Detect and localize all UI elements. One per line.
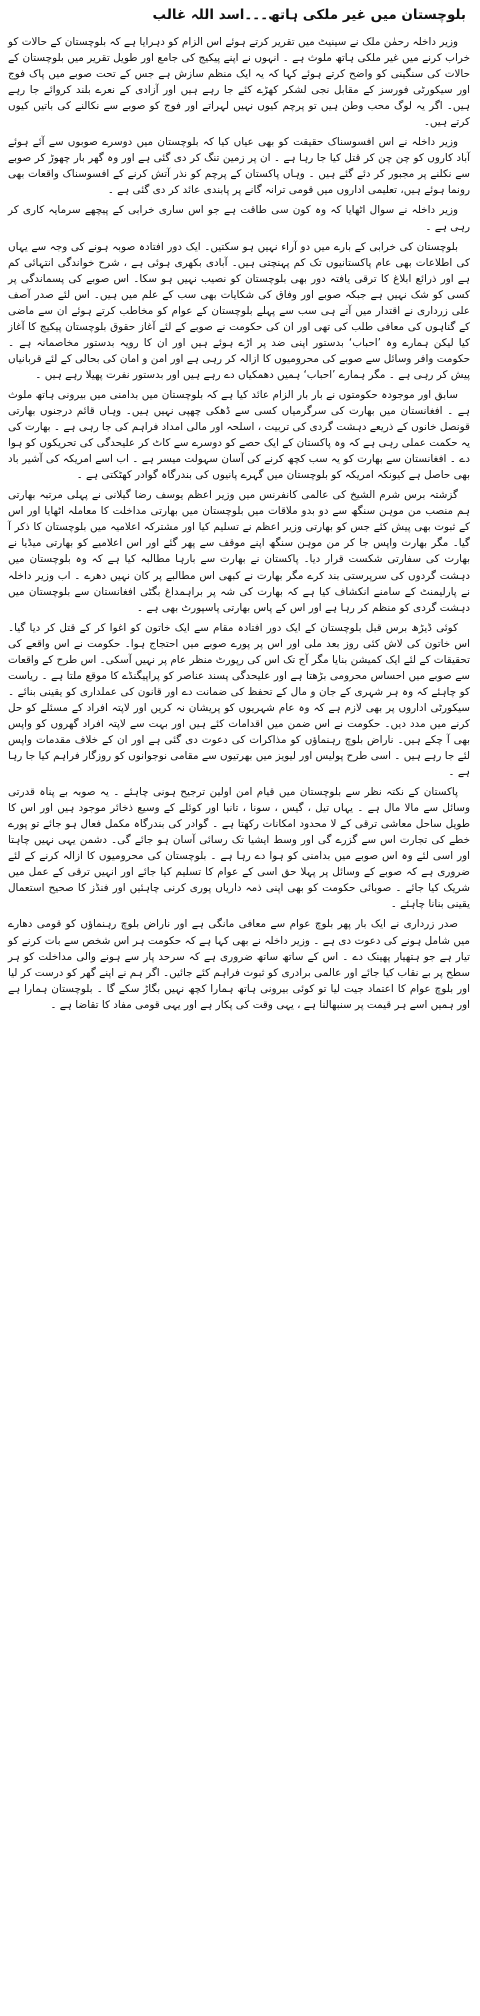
article-paragraph: پاکستان کے نکتہ نظر سے بلوچستان میں قیام امن اولین ترجیح ہونی چاہئے ۔ یہ صوبہ بے پناہ قدرتی وسائل سے مالا مال ہے ۔ یہاں تیل ، گیس ، سونا ، تانبا اور کوئلے کے وسیع ذخائر موجود ہیں اور اس کا طویل ساحل معاشی ترقی کے لا محدود امکانات رکھتا ہے ۔ گوادر کی بندرگاہ مکمل فعال ہو جائے تو پورے خطے کی تجارت اس سے گزرے گی اور وسط ایشیا تک رسائی آسان ہو جائے گی۔ دشمن یہی نہیں چاہتا اور اسی لئے وہ اس صوبے میں بدامنی کو ہوا دے رہا ہے ۔ بلوچستان کی محرومیوں کا ازالہ کرنے کے لئے ضروری ہے کہ صوبے کے وسائل پر پہلا حق اسی کے عوام کا تسلیم کیا جائے اور انہیں ترقی کے عمل میں شریک کیا جائے ۔ صوبائی حکومت کو بھی اپنی ذمہ داریاں پوری کرنی چاہئیں اور فنڈز کا صحیح استعمال یقینی بنانا چاہئے ۔ [8,786,470,911]
article-headline: بلوچستان میں غیر ملکی ہاتھ۔۔۔اسد اللہ غالب [152,7,466,23]
article-paragraph: کوئی ڈیڑھ برس قبل بلوچستان کے ایک دور افتادہ مقام سے ایک خاتون کو اغوا کر کے قتل کر دیا گیا۔ اس خاتون کی لاش کئی روز بعد ملی اور اس پر پورے صوبے میں احتجاج ہوا۔ حکومت نے اس واقعے کی تحقیقات کے لئے ایک کمیشن بنایا مگر آج تک اس کی رپورٹ منظر عام پر نہیں آسکی۔ اس طرح کے واقعات سے صوبے میں احساس محرومی بڑھتا ہے اور علیحدگی پسند عناصر کو پراپیگنڈے کا موقع ملتا ہے ۔ ریاست کو چاہئے کہ وہ ہر شہری کے جان و مال کے تحفظ کی ضمانت دے اور قانون کی عملداری کو یقینی بنائے ۔ سیکورٹی اداروں پر بھی لازم ہے کہ وہ عام شہریوں کو پریشان نہ کریں اور لاپتہ افراد کے مسئلے کو حل کرنے میں مدد دیں۔ حکومت نے اس ضمن میں اقدامات کئے ہیں اور بہت سے لاپتہ افراد گھروں کو واپس بھی آ چکے ہیں۔ ناراض بلوچ رہنماؤں کو مذاکرات کی دعوت دی گئی ہے اور ان کے خلاف مقدمات واپس لئے جا رہے ہیں ۔ اسی طرح پولیس اور لیویز میں بھرتیوں سے مقامی نوجوانوں کو روزگار فراہم کیا جا رہا ہے ۔ [8,621,470,779]
article-paragraph: وزیر داخلہ نے سوال اٹھایا کہ وہ کون سی طاقت ہے جو اس ساری خرابی کے پیچھے سرمایہ کاری کر رہی ہے ۔ [8,204,470,233]
article-paragraph: گزشتہ برس شرم الشیخ کی عالمی کانفرنس میں وزیر اعظم یوسف رضا گیلانی نے پہلی مرتبہ بھارتی ہم منصب من موہن سنگھ سے دو بدو ملاقات میں بلوچستان میں بھارتی مداخلت کا معاملہ اٹھایا اور اس کے ثبوت بھی پیش کئے جس کو بھارتی وزیر اعظم نے تسلیم کیا اور مشترکہ اعلامیہ میں بلوچستان کا ذکر آ گیا۔ مگر بھارت واپس جا کر من موہن سنگھ اپنے موقف سے پھر گئے اور اس اعلامیے کو بھارتی میڈیا نے بھارت کی سفارتی شکست قرار دیا۔ پاکستان نے بھارت سے بارہا مطالبہ کیا ہے کہ وہ بلوچستان میں دہشت گردوں کی سرپرستی بند کرے مگر بھارت نے کبھی اس مطالبے پر کان نہیں دھرے ۔ اب وزیر داخلہ نے پارلیمنٹ کے سامنے انکشاف کیا ہے کہ بھارت کی شہ پر براہمداغ بگٹی افغانستان سے بلوچستان میں دہشت گردی کو منظم کر رہا ہے اور اس کے پاس بھارتی پاسپورٹ بھی ہے ۔ [8,489,470,614]
article-paragraph: سابق اور موجودہ حکومتوں نے بار بار الزام عائد کیا ہے کہ بلوچستان میں بدامنی میں بیرونی ہاتھ ملوث ہے ۔ افغانستان میں بھارت کی سرگرمیاں کسی سے ڈھکی چھپی نہیں ہیں۔ وہاں قائم درجنوں بھارتی قونصل خانوں کے ذریعے دہشت گردی کی تربیت ، اسلحہ اور مالی امداد فراہم کی جا رہی ہے ۔ بھارت کی یہ حکمت عملی رہی ہے کہ وہ پاکستان کے ایک حصے کو دوسرے سے کاٹ کر علیحدگی کی تحریکوں کو ہوا دے ۔ افغانستان سے بھارت کو یہ سب کچھ کرنے کی آسان سہولت میسر ہے ۔ اب اسے امریکہ کی آشیر باد بھی حاصل ہے کیونکہ امریکہ کو بلوچستان میں گہرے پانیوں کی بندرگاہ گوادر کھٹکتی ہے ۔ [8,388,470,482]
article-paragraph: بلوچستان کی خرابی کے بارے میں دو آراء نہیں ہو سکتیں۔ ایک دور افتادہ صوبہ ہونے کی وجہ سے یہاں کی اطلاعات بھی عام پاکستانیوں تک کم پہنچتی ہیں۔ آبادی بکھری ہوئی ہے ، شرح خواندگی انتہائی کم ہے اور ذرائع ابلاغ کا ترقی یافتہ دور بھی بلوچستان کو نصیب نہیں ہو سکا۔ اس صوبے کی پسماندگی پر کسی کو شک نہیں ہے جبکہ صوبے اور وفاق کی شکایات بھی سب کے علم میں ہیں۔ اس لئے صدر آصف علی زرداری نے اقتدار میں آتے ہی سب سے پہلے بلوچستان کے عوام کو مخاطب کرتے ہوئے ان سے ماضی کے گناہوں کی معافی طلب کی تھی اور ان کی حکومت نے صوبے کے لئے آغاز حقوق بلوچستان پیکیج کا آغاز کیا لیکن ہمارے وہ ’احباب‘ بدستور اپنی ضد پر اڑے ہوئے ہیں اور ان کا رویہ بدستور مخاصمانہ ہے ۔ حکومت وافر وسائل سے صوبے کی محرومیوں کا ازالہ کر رہی ہے اور امن و امان کی بحالی کے لئے قربانیاں پیش کر رہی ہے ۔ مگر ہمارے ’احباب‘ ہمیں دھمکیاں دے رہے ہیں اور بدستور نفرت پھیلا رہے ہیں ۔ [8,240,470,381]
article-paragraph: وزیر داخلہ رحمٰن ملک نے سینیٹ میں تقریر کرتے ہوئے اس الزام کو دہرایا ہے کہ بلوچستان کے حالات کو خراب کرنے میں غیر ملکی ہاتھ ملوث ہے ۔ انہوں نے اپنے پیکیج کی جامع اور طویل تقریر میں بلوچستان کے حالات کی سنگینی کو واضح کرتے ہوئے کہا کہ یہ ایک منظم سازش ہے جس کے تحت صوبے میں پاک فوج اور سیکورٹی فورسز کے مقابل نجی لشکر کھڑے کئے جا رہے ہیں اور آزادی کے نعرے بلند کروائے جا رہے ہیں۔ اگر یہ لوگ محب وطن ہیں تو پرچم کیوں نہیں لہراتے اور فوج کو صوبے سے نکالنے کی باتیں کیوں کرتے ہیں۔ [8,36,470,129]
article-paragraph: وزیر داخلہ نے اس افسوسناک حقیقت کو بھی عیاں کیا کہ بلوچستان میں دوسرے صوبوں سے آئے ہوئے آباد کاروں کو چن چن کر قتل کیا جا رہا ہے ۔ ان پر زمین تنگ کر دی گئی ہے اور وہ گھر بار چھوڑ کر صوبے سے نکلنے پر مجبور کر دئے گئے ہیں ۔ وہاں پاکستان کے پرچم کو نذر آتش کرنے کے افسوسناک واقعات بھی رونما ہوئے ہیں، تعلیمی اداروں میں قومی ترانہ گانے پر پابندی عائد کر دی گئی ہے ۔ [8,136,470,197]
article-body [8,34,470,1013]
article-paragraph: صدر زرداری نے ایک بار پھر بلوچ عوام سے معافی مانگی ہے اور ناراض بلوچ رہنماؤں کو قومی دھارے میں شامل ہونے کی دعوت دی ہے ۔ وزیر داخلہ نے بھی کہا ہے کہ حکومت ہر اس شخص سے بات کرنے کو تیار ہے جو ہتھیار پھینک دے ۔ اس کے ساتھ ساتھ ضروری ہے کہ سرحد پار سے ہونے والی مداخلت کو ہر سطح پر بے نقاب کیا جائے اور عالمی برادری کو ثبوت فراہم کئے جائیں۔ اگر ہم نے اپنے گھر کو درست کر لیا اور بلوچ عوام کا اعتماد جیت لیا تو کوئی بیرونی ہاتھ ہمارا کچھ نہیں بگاڑ سکے گا ۔ بلوچستان ہمارا ہے اور ہمیں اسے ہر قیمت پر سنبھالنا ہے ، یہی وقت کی پکار ہے اور یہی قومی مفاد کا تقاضا ہے ۔ [8,918,470,1011]
